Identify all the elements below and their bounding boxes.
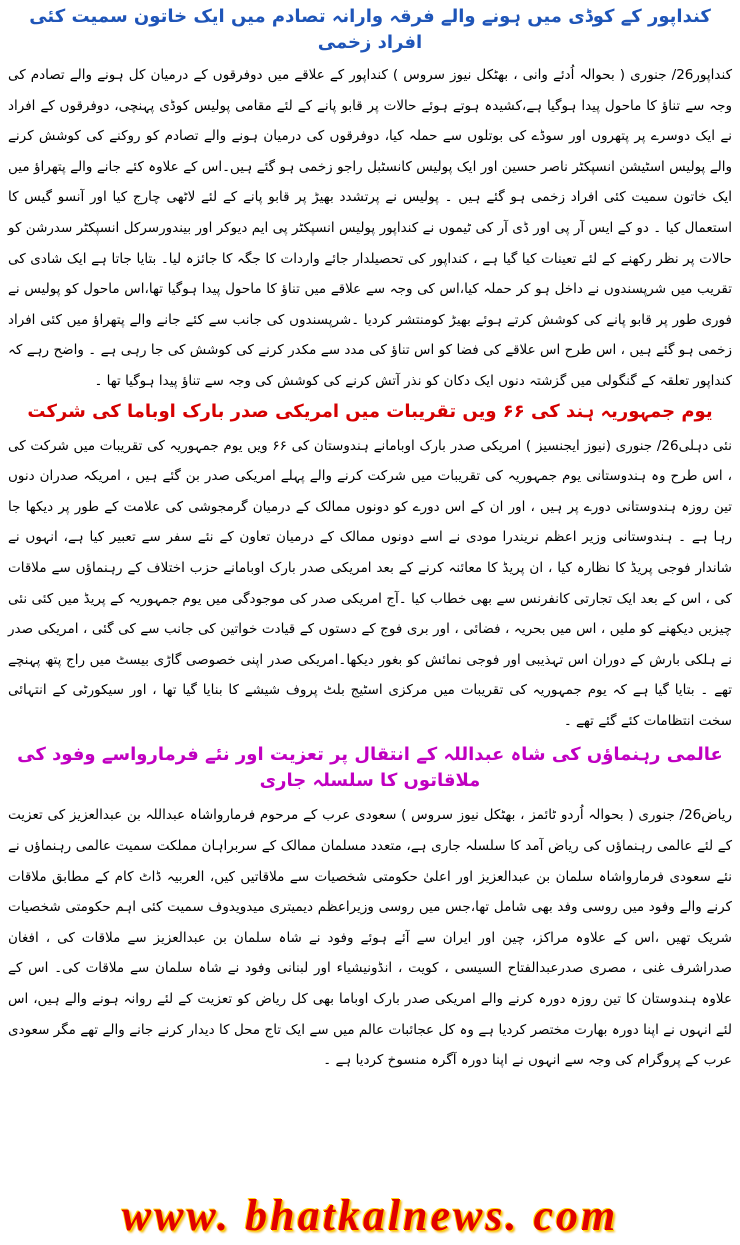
headline-republic-day-obama: یوم جمہوریہ ہند کی ۶۶ ویں تقریبات میں امریکی صدر بارک اوباما کی شرکت	[27, 400, 713, 422]
article-king-abdullah	[8, 742, 732, 1075]
article-body-kundapur: کنداپور26/ جنوری ( بحوالہ اُدئے وانی ، بھٹکل نیوز سروس ) کنداپور کے علاقے میں دوفرقوں کے درمیان کل ہونے والے تصادم کی وجہ سے تناؤ کا ماحول پیدا ہوگیا ہے،کشیدہ ہوتے ہوئے حالات پر قابو پانے کے لئے مقامی پولیس کوڈی پہنچی، دوفرقوں کے افراد نے ایک دوسرے پر پتھروں اور سوڈے کی بوتلوں سے حملہ کیا، دوفرقوں کی درمیان ہونے والے تصادم کو روکنے کی کوشش کرنے والے پولیس اسٹیشن انسپکٹر ناصر حسین اور ایک پولیس کانسٹبل راجو زخمی ہو گئے ہیں۔اس کے علاوہ کئے جانے والے پتھراؤ میں ایک خاتون سمیت کئی افراد زخمی ہو گئے ہیں ۔ پولیس نے پرتشدد بھیڑ پر قابو پانے کے لئے لاٹھی چارج کیا اور آنسو گیس کا استعمال کیا ۔ دو کے ایس آر پی اور ڈی آر کی ٹیموں نے کنداپور پولیس انسپکٹر پی ایم دیوکر اور بیندورسرکل انسپکٹر سدرشن کو حالات پر نظر رکھنے کے لئے تعینات کیا گیا ہے ، کنداپور کی تحصیلدار جائے واردات کا جگہ کا جائزہ لیا۔ بتایا جاتا ہے ایک شادی کی تقریب میں شرپسندوں نے داخل ہو کر حملہ کیا،اس کی وجہ سے علاقے میں تناؤ کا ماحول پیدا ہوگیا تھا،اس ماحول کو پولیس نے فوری طور پر قابو پانے کی کوشش کرتے ہوئے بھیڑ کومنتشر کردیا ۔شرپسندوں کی جانب سے کئے جانے والے پتھراؤ میں کئی افراد زخمی ہو گئے ہیں ، اس طرح اس علاقے کی فضا کو اس تناؤ کی مدد سے مکدر کرنے کی کوشش کی جا رہی ہے ۔ واضح رہے کہ کنداپور تعلقہ کے گنگولی میں گزشتہ دنوں ایک دکان کو نذر آتش کرنے کی کوشش کی وجہ سے تناؤ پیدا ہوگیا تھا ۔	[8, 67, 732, 389]
article-body-republic-day: نئی دہلی26/ جنوری (نیوز ایجنسیز ) امریکی صدر بارک اوبامانے ہندوستان کی ۶۶ ویں یوم جمہوریہ کی تقریبات میں شرکت کی ، اس طرح وہ ہندوستانی یوم جمہوریہ کی تقریبات میں شرکت کرنے والے پہلے امریکی صدر بن گئے ہیں ، امریکہ صدران دنوں تین روزہ ہندوستانی دورے پر ہیں ، اور ان کے اس دورے کو دونوں ممالک کے درمیان گرمجوشی کی علامت کے طور پر دیکھا جا رہا ہے ۔ ہندوستانی وزیر اعظم نریندرا مودی نے اسے دونوں ممالک کے درمیان تعاون کے نئے سفر سے تعبیر کیا ہے، انہوں نے شاندار فوجی پریڈ کا نظارہ کیا ، ان پریڈ کا معائنہ کرنے کے بعد امریکی صدر بارک اوبامانے حزب اختلاف کے رہنماؤں سے ملاقات کی ، اس کے بعد ایک تجارتی کانفرنس سے بھی خطاب کیا ۔آج امریکی صدر کی موجودگی میں یوم جمہوریہ کے پریڈ میں کئی نئی چیزیں دیکھنے کو ملیں ، اس میں بحریہ ، فضائی ، اور بری فوج کے دستوں کے قیادت خواتین کی جانب سے کی گئی ، امریکی صدر نے ہلکی بارش کے دوران اس تہذیبی اور فوجی نمائش کو بغور دیکھا۔امریکی صدر اپنی خصوصی گاڑی بیسٹ میں راج پتھ پہنچے تھے ۔ بتایا گیا ہے کہ یوم جمہوریہ کی تقریبات میں مرکزی اسٹیج بلٹ پروف شیشے کا بنایا گیا تھا ، اور سیکورٹی کے انتہائی سخت انتظامات کئے گئے تھے ۔	[8, 437, 732, 729]
article-body-king-abdullah: ریاض26/ جنوری ( بحوالہ اُردو ٹائمز ، بھٹکل نیوز سروس ) سعودی عرب کے مرحوم فرمارواشاہ عبداللہ بن عبدالعزیز کی تعزیت کے لئے عالمی رہنماؤں کی ریاض آمد کا سلسلہ جاری ہے، متعدد مسلمان ممالک کے سربراہان مملکت سمیت عالمی رہنماؤں نے نئے سعودی فرمارواشاہ سلمان بن عبدالعزیز اور اعلیٰ حکومتی شخصیات سے ملاقاتیں کیں، العربیہ ڈاٹ کام کے مطابق ملاقات کرنے والے وفود میں روسی وفد بھی شامل تھا،جس میں روسی وزیراعظم دیمیتری میدویدوف سمیت کئی اہم حکومتی شخصیات شریک تھیں ،اس کے علاوہ مراکز، چین اور ایران سے آئے ہوئے وفود نے شاہ سلمان بن عبدالعزیز سے ملاقات کی ، افغان صدراشرف غنی ، مصری صدرعبدالفتاح السیسی ، کویت ، انڈونیشیاء اور لبنانی وفود نے شاہ سلمان سے ملاقات کی۔ اس کے علاوہ ہندوستان کا تین روزہ دورہ کرنے والے امریکی صدر بارک اوباما بھی کل ریاض کو تعزیت کے لئے روانہ ہونے والے ہیں، اس لئے انہوں نے اپنا دورہ بھارت مختصر کردیا ہے وہ کل عجائبات عالم میں سے ایک تاج محل کا دیدار کرنے جانے والے تھے مگر سعودی عرب کے پروگرام کی وجہ سے انہوں نے اپنا دورہ آگرہ منسوخ کردیا ہے ۔	[8, 807, 732, 1069]
headline-king-abdullah-condolences: عالمی رہنماؤں کی شاہ عبداللہ کے انتقال پر تعزیت اور نئے فرمارواسے وفود کی ملاقاتوں کا سلسلہ جاری	[17, 744, 723, 792]
article-republic-day	[8, 399, 732, 737]
footer-site-url: www. bhatkalnews. com	[121, 1191, 619, 1240]
article-kundapur	[8, 4, 732, 397]
headline-kundapur-clash: کنداپور کے کوڈی میں ہونے والے فرقہ وارانہ تصادم میں ایک خاتون سمیت کئی افراد زخمی	[29, 6, 711, 53]
